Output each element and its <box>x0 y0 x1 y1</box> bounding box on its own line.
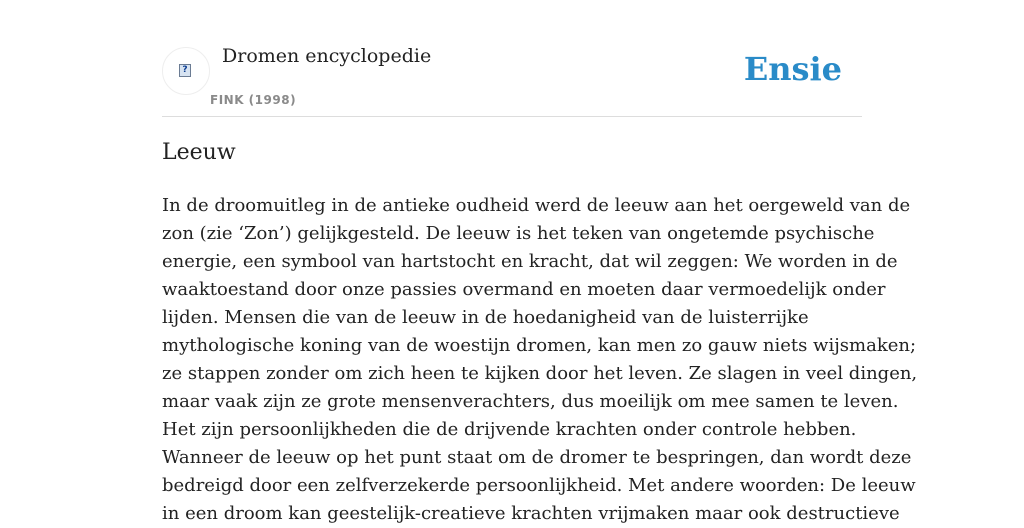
entry-line: ze stappen zonder om zich heen te kijken door het leven. Ze slagen in veel dingen, <box>162 363 918 384</box>
book-source: FINK (1998) <box>210 93 297 107</box>
entry-line: Het zijn persoonlijkheden die de drijvende krachten onder controle hebben. <box>162 419 857 440</box>
book-icon[interactable] <box>162 47 210 95</box>
entry-line: maar vaak zijn ze grote mensenverachters, dus moeilijk om mee samen te leven. <box>162 391 899 412</box>
entry-line: In de droomuitleg in de antieke oudheid werd de leeuw aan het oergeweld van de <box>162 195 911 216</box>
entry-title: Leeuw <box>162 140 236 165</box>
entry-line: zon (zie ‘Zon’) gelijkgesteld. De leeuw is het teken van ongetemde psychische <box>162 223 875 244</box>
entry-line: energie, een symbool van hartstocht en kracht, dat wil zeggen: We worden in de <box>162 251 898 272</box>
book-title-link[interactable]: Dromen encyclopedie <box>222 45 432 67</box>
entry-line: in een droom kan geestelijk-creatieve krachten vrijmaken maar ook destructieve <box>162 503 900 524</box>
entry-line: waaktoestand door onze passies overmand en moeten daar vermoedelijk onder <box>162 279 886 300</box>
entry-line: lijden. Mensen die van de leeuw in de hoedanigheid van de luisterrijke <box>162 307 809 328</box>
entry-header <box>162 0 862 117</box>
entry-body <box>162 192 918 528</box>
page <box>162 0 918 524</box>
question-mark-icon: ? <box>179 64 191 77</box>
entry-line: Wanneer de leeuw op het punt staat om de dromer te bespringen, dan wordt deze <box>162 447 912 468</box>
entry-line: bedreigd door een zelfverzekerde persoonlijkheid. Met andere woorden: De leeuw <box>162 475 916 496</box>
entry-line: mythologische koning van de woestijn dromen, kan men zo gauw niets wijsmaken; <box>162 335 917 356</box>
ensie-logo[interactable]: Ensie <box>743 50 842 88</box>
